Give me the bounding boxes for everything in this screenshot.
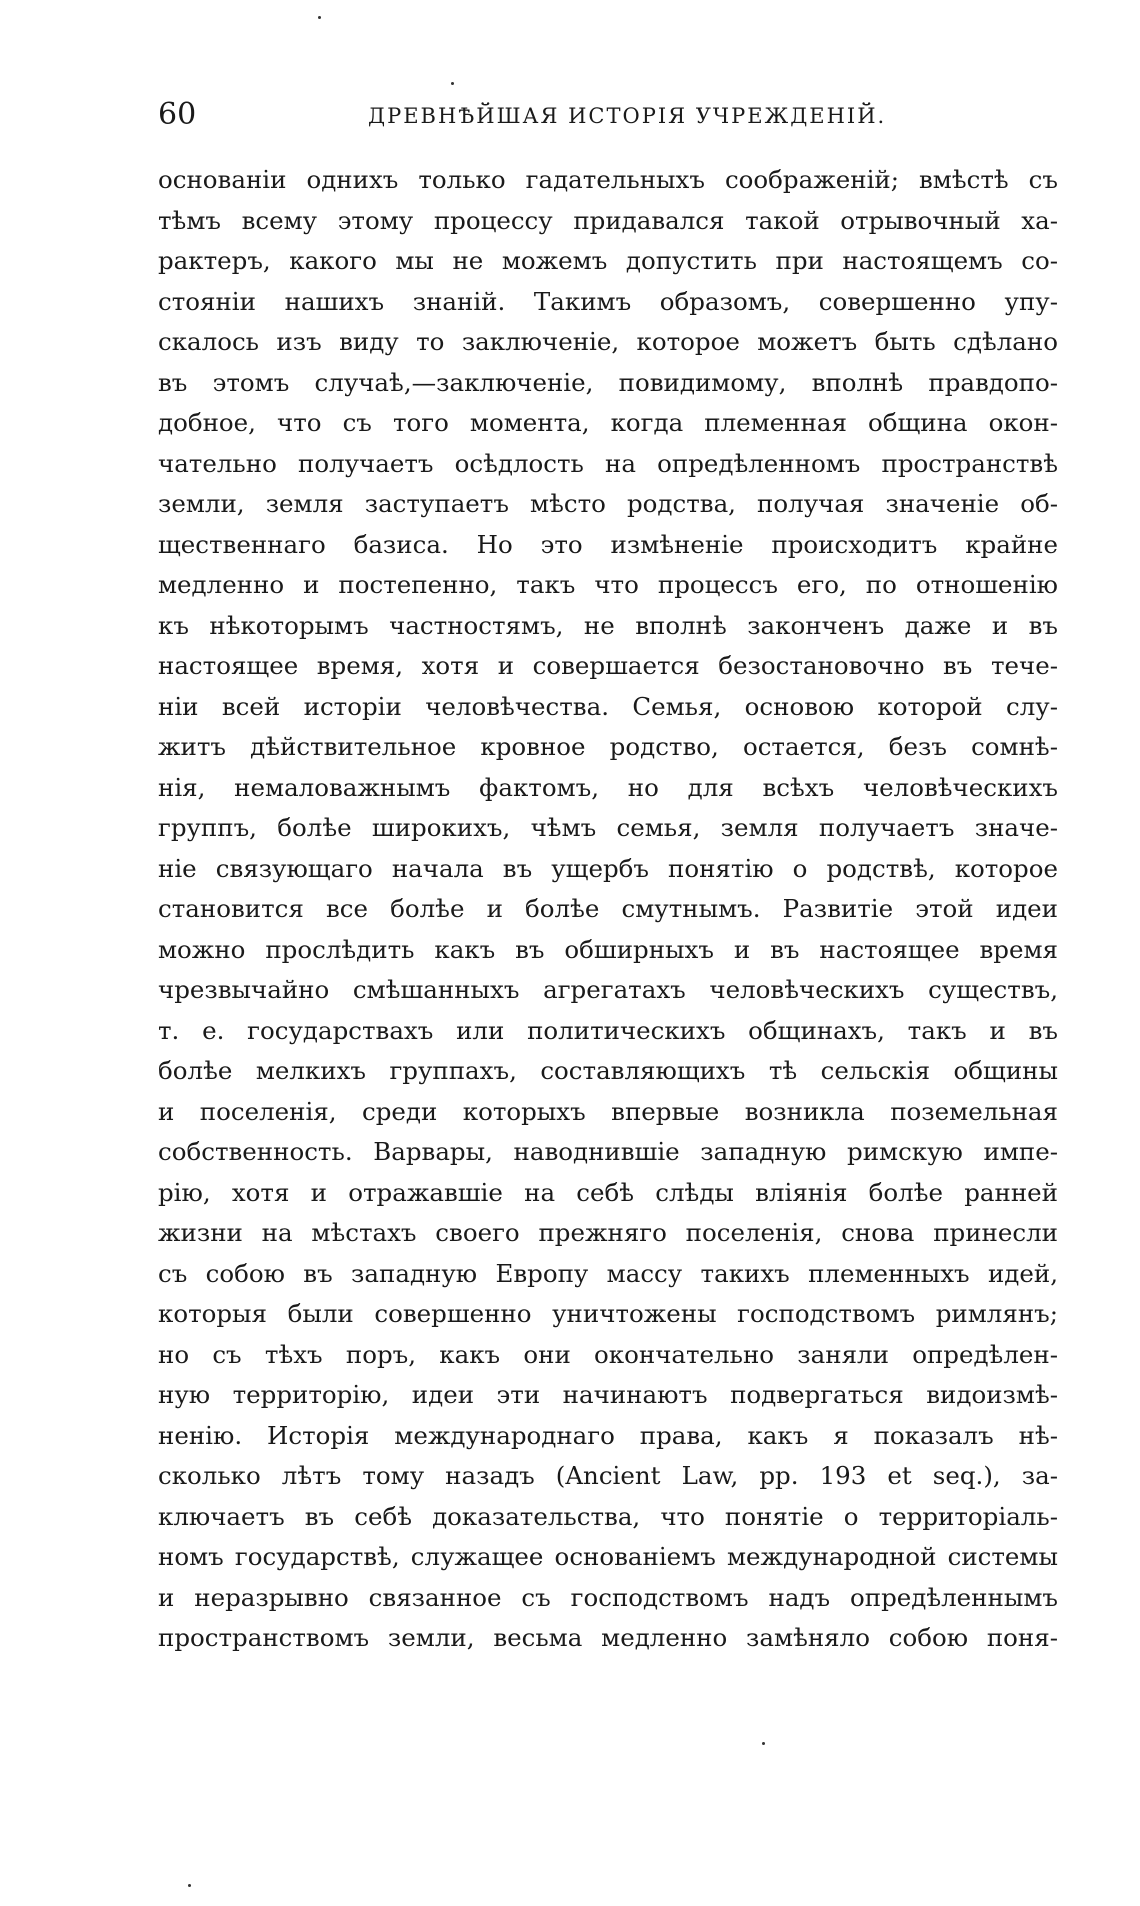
text-line: которыя были совершенно уничтожены господствомъ римлянъ;	[158, 1299, 1058, 1328]
text-line: къ нѣкоторымъ частностямъ, не вполнѣ законченъ даже и въ	[158, 610, 1058, 640]
text-line: медленно и постепенно, такъ что процессъ его, по отношенію	[158, 570, 1058, 599]
text-line: настоящее время, хотя и совершается безостановочно въ тече-	[158, 651, 1058, 680]
text-line: добное, что съ того момента, когда племенная община окон-	[158, 408, 1058, 437]
scan-speck	[188, 1884, 191, 1887]
text-line: нія, немаловажнымъ фактомъ, но для всѣхъ человѣческихъ	[158, 772, 1058, 802]
text-line: ніе связующаго начала въ ущербъ понятію о родствѣ, которое	[158, 853, 1058, 883]
text-line: собственность. Варвары, наводнившіе западную римскую импе-	[158, 1137, 1058, 1166]
running-title: ДРЕВНѢЙШАЯ ИСТОРІЯ УЧРЕЖДЕНІЙ.	[368, 104, 887, 128]
page-header	[158, 95, 1038, 135]
scan-speck	[318, 16, 321, 19]
text-line: съ собою въ западную Европу массу такихъ племенныхъ идей,	[158, 1258, 1058, 1288]
scan-speck	[451, 82, 454, 85]
text-line: болѣе мелкихъ группахъ, составляющихъ тѣ сельскія общины	[158, 1056, 1058, 1085]
text-line: рію, хотя и отражавшіе на себѣ слѣды вліянія болѣе ранней	[158, 1177, 1058, 1207]
text-line: ненію. Исторія международнаго права, какъ я показалъ нѣ-	[158, 1420, 1058, 1450]
text-line: щественнаго базиса. Но это измѣненіе происходитъ крайне	[158, 529, 1058, 559]
text-line: основаніи однихъ только гадательныхъ соображеній; вмѣстѣ съ	[158, 165, 1058, 194]
text-line: сколько лѣтъ тому назадъ (Ancient Law, pp. 193 et seq.), за-	[158, 1461, 1058, 1490]
text-line: номъ государствѣ, служащее основаніемъ международной системы	[158, 1542, 1058, 1571]
text-line: группъ, болѣе широкихъ, чѣмъ семья, земля получаетъ значе-	[158, 813, 1058, 842]
scan-speck	[762, 1742, 765, 1745]
text-line: ключаетъ въ себѣ доказательства, что понятіе о территоріаль-	[158, 1501, 1058, 1531]
text-line: земли, земля заступаетъ мѣсто родства, получая значеніе об-	[158, 489, 1058, 518]
text-line: и неразрывно связанное съ господствомъ надъ опредѣленнымъ	[158, 1582, 1058, 1612]
text-line: чрезвычайно смѣшанныхъ агрегатахъ человѣческихъ существъ,	[158, 975, 1058, 1004]
text-line: и поселенія, среди которыхъ впервые возникла поземельная	[158, 1096, 1058, 1126]
text-line: рактеръ, какого мы не можемъ допустить при настоящемъ со-	[158, 246, 1058, 275]
text-line: становится все болѣе и болѣе смутнымъ. Развитіе этой идеи	[158, 894, 1058, 923]
text-line: скалось изъ виду то заключеніе, которое можетъ быть сдѣлано	[158, 327, 1058, 356]
text-line: стояніи нашихъ знаній. Такимъ образомъ, совершенно упу-	[158, 286, 1058, 316]
text-line: чательно получаетъ осѣдлость на опредѣленномъ пространствѣ	[158, 448, 1058, 478]
text-line: можно прослѣдить какъ въ обширныхъ и въ настоящее время	[158, 934, 1058, 964]
text-line: пространствомъ земли, весьма медленно замѣняло собою поня-	[158, 1623, 1058, 1652]
body-text	[158, 160, 1058, 1659]
text-line: житъ дѣйствительное кровное родство, остается, безъ сомнѣ-	[158, 732, 1058, 761]
text-line: въ этомъ случаѣ,—заключеніе, повидимому, вполнѣ правдопо-	[158, 367, 1058, 397]
page-number: 60	[158, 97, 197, 132]
text-line: но съ тѣхъ поръ, какъ они окончательно заняли опредѣлен-	[158, 1339, 1058, 1369]
text-line: ніи всей исторіи человѣчества. Семья, основою которой слу-	[158, 691, 1058, 721]
text-line: т. е. государствахъ или политическихъ общинахъ, такъ и въ	[158, 1015, 1058, 1045]
text-line: ную территорію, идеи эти начинаютъ подвергаться видоизмѣ-	[158, 1380, 1058, 1409]
text-line: тѣмъ всему этому процессу придавался такой отрывочный ха-	[158, 205, 1058, 235]
text-line: жизни на мѣстахъ своего прежняго поселенія, снова принесли	[158, 1218, 1058, 1247]
